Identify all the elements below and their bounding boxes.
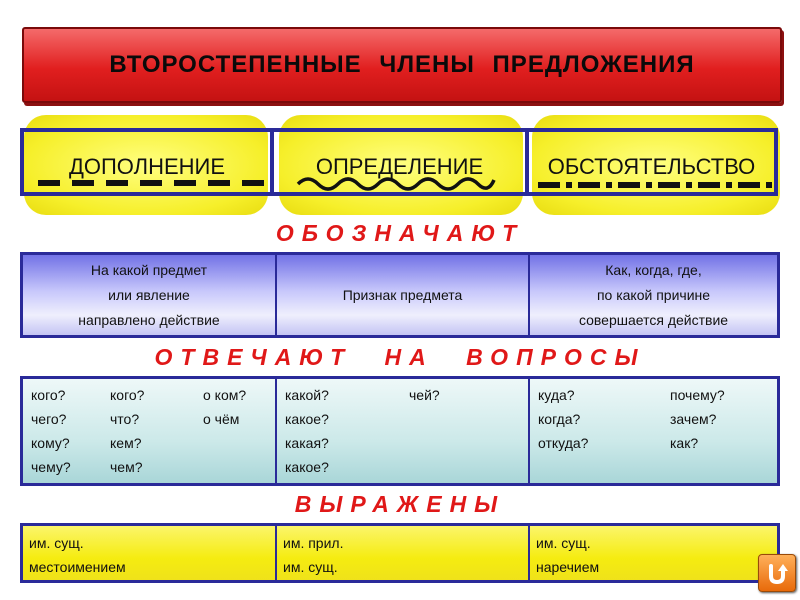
question-word: что? xyxy=(110,411,140,427)
question-word: о чём xyxy=(203,411,240,427)
question-word: откуда? xyxy=(538,435,589,451)
question-word: зачем? xyxy=(670,411,717,427)
member-adverbial-label: ОБСТОЯТЕЛЬСТВО xyxy=(547,154,756,179)
question-word: кем? xyxy=(110,435,142,451)
heading-meaning: ОБОЗНАЧАЮТ xyxy=(275,220,525,246)
heading-questions: ОТВЕЧАЮТ НА ВОПРОСЫ xyxy=(154,344,646,370)
dash-dot-underline-icon xyxy=(534,180,778,190)
question-word: когда? xyxy=(538,411,581,427)
questions-addition xyxy=(23,379,277,483)
page-title: ВТОРОСТЕПЕННЫЕ ЧЛЕНЫ ПРЕДЛОЖЕНИЯ xyxy=(109,51,695,78)
meaning-line: по какой причине xyxy=(596,286,711,303)
expressed-row xyxy=(20,523,780,583)
member-attribute-label: ОПРЕДЕЛЕНИЕ xyxy=(315,154,484,179)
member-addition-label: ДОПОЛНЕНИЕ xyxy=(68,154,226,179)
expressed-addition xyxy=(23,526,277,580)
expressed-line: им. прил. xyxy=(283,535,344,551)
questions-row xyxy=(20,376,780,486)
question-word: куда? xyxy=(538,387,575,403)
expressed-line: наречием xyxy=(536,559,600,575)
question-word: какая? xyxy=(285,435,329,451)
heading-expressed: ВЫРАЖЕНЫ xyxy=(294,491,506,517)
question-word: о ком? xyxy=(203,387,247,403)
wavy-underline-icon xyxy=(296,172,496,192)
question-word: какое? xyxy=(285,459,329,475)
questions-attribute xyxy=(277,379,530,483)
meaning-line: На какой предмет xyxy=(90,261,208,278)
question-word: какой? xyxy=(285,387,329,403)
expressed-line: местоимением xyxy=(29,559,126,575)
question-word: кого? xyxy=(31,387,66,403)
question-word: какое? xyxy=(285,411,329,427)
question-word: кого? xyxy=(110,387,145,403)
meaning-line: совершается действие xyxy=(578,311,729,328)
return-button[interactable] xyxy=(758,554,796,592)
question-word: чего? xyxy=(31,411,67,427)
expressed-line: им. сущ. xyxy=(283,559,338,575)
questions-adverbial xyxy=(530,379,777,483)
dashed-underline-icon xyxy=(30,176,270,190)
question-word: чей? xyxy=(409,387,440,403)
expressed-line: им. сущ. xyxy=(536,535,591,551)
question-word: чем? xyxy=(110,459,143,475)
expressed-line: им. сущ. xyxy=(29,535,84,551)
meaning-addition xyxy=(23,255,277,335)
return-arrow-icon xyxy=(764,560,790,586)
meaning-adverbial xyxy=(530,255,777,335)
meaning-line: или явление xyxy=(108,286,190,303)
page-title-banner xyxy=(22,27,782,103)
question-word: кому? xyxy=(31,435,70,451)
question-word: как? xyxy=(670,435,699,451)
question-word: почему? xyxy=(670,387,725,403)
meaning-row xyxy=(20,252,780,338)
meaning-line: Как, когда, где, xyxy=(605,261,702,278)
question-word: чему? xyxy=(31,459,71,475)
expressed-adverbial xyxy=(530,526,777,580)
meaning-attribute xyxy=(277,255,530,335)
meaning-line: направлено действие xyxy=(78,311,220,328)
expressed-attribute xyxy=(277,526,530,580)
meaning-line: Признак предмета xyxy=(342,286,463,303)
